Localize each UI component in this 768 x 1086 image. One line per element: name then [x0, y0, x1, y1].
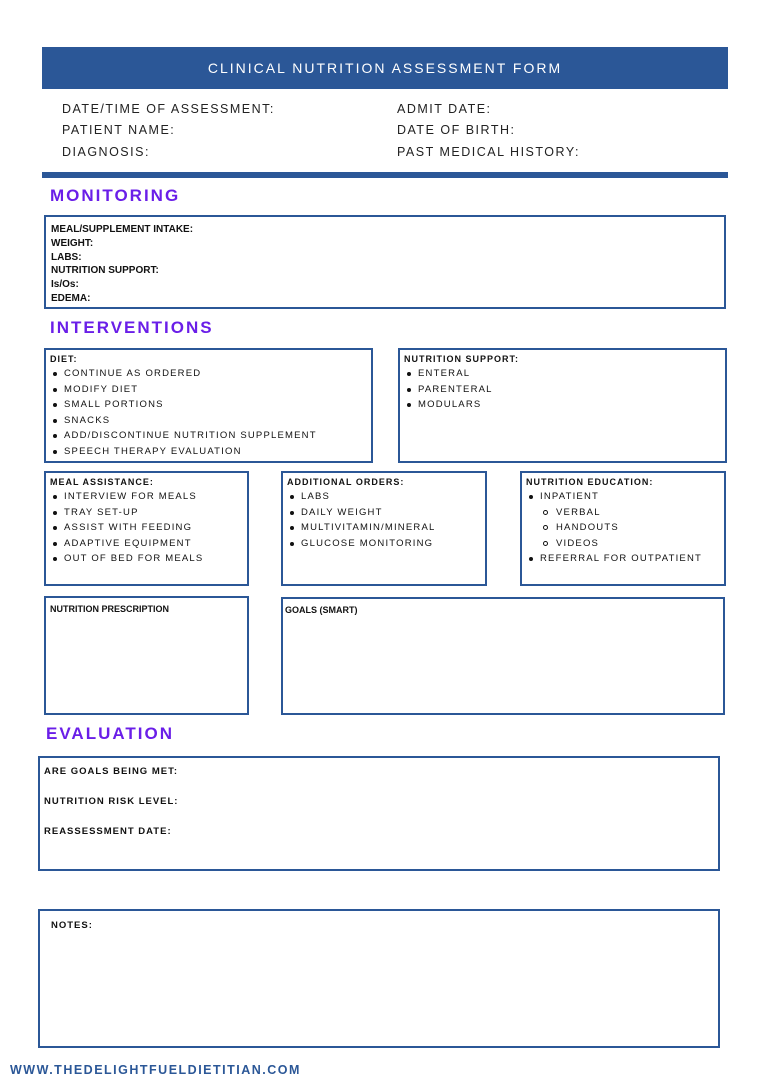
notes-heading: NOTES: [51, 920, 93, 931]
meal-assistance-item: INTERVIEW FOR MEALS [50, 489, 203, 505]
diagnosis-label: DIAGNOSIS: [62, 145, 150, 159]
nutrition-support-label: NUTRITION SUPPORT: [51, 265, 159, 277]
nutrition-support-box [398, 348, 727, 463]
date-time-of-assessment-label: DATE/TIME OF ASSESSMENT: [62, 102, 275, 116]
nutrition-support-item: MODULARS [404, 397, 519, 413]
additional-orders-item: MULTIVITAMIN/MINERAL [287, 520, 436, 536]
is-os-label: Is/Os: [51, 279, 79, 291]
nutrition-prescription-box [44, 596, 249, 715]
meal-assistance-item: ADAPTIVE EQUIPMENT [50, 536, 203, 552]
nutrition-support-item: ENTERAL [404, 366, 519, 382]
additional-orders-item: LABS [287, 489, 436, 505]
goals-heading: GOALS (SMART) [285, 605, 358, 615]
patient-name-label: PATIENT NAME: [62, 123, 176, 137]
weight-label: WEIGHT: [51, 237, 94, 249]
meal-assistance-item: OUT OF BED FOR MEALS [50, 551, 203, 567]
nutrition-education-subitem: HANDOUTS [526, 520, 702, 536]
nutrition-education-heading: NUTRITION EDUCATION: [526, 477, 654, 487]
monitoring-box [44, 215, 726, 309]
diet-item: ADD/DISCONTINUE NUTRITION SUPPLEMENT [50, 428, 317, 444]
nutrition-support-item: PARENTERAL [404, 382, 519, 398]
past-medical-history-label: PAST MEDICAL HISTORY: [397, 145, 580, 159]
meal-assistance-heading: MEAL ASSISTANCE: [50, 477, 154, 487]
nutrition-education-item: INPATIENT [526, 489, 702, 505]
form-title: CLINICAL NUTRITION ASSESSMENT FORM [207, 60, 563, 76]
diet-box [44, 348, 373, 463]
meal-assistance-item: TRAY SET-UP [50, 505, 203, 521]
are-goals-being-met-label: ARE GOALS BEING MET: [44, 766, 179, 777]
additional-orders-box [281, 471, 487, 586]
additional-orders-heading: ADDITIONAL ORDERS: [287, 477, 405, 487]
diet-item: CONTINUE AS ORDERED [50, 366, 317, 382]
diet-item: SMALL PORTIONS [50, 397, 317, 413]
nutrition-risk-level-label: NUTRITION RISK LEVEL: [44, 796, 179, 807]
nutrition-education-subitem: VIDEOS [526, 536, 702, 552]
additional-orders-item: DAILY WEIGHT [287, 505, 436, 521]
header-divider [42, 172, 728, 178]
meal-assistance-item: ASSIST WITH FEEDING [50, 520, 203, 536]
diet-item: MODIFY DIET [50, 382, 317, 398]
nutrition-education-subitem: VERBAL [526, 505, 702, 521]
meal-supplement-intake-label: MEAL/SUPPLEMENT INTAKE: [51, 224, 194, 235]
monitoring-title: MONITORING [50, 186, 181, 205]
meal-assistance-box [44, 471, 249, 586]
admit-date-label: ADMIT DATE: [397, 102, 492, 116]
diet-item: SPEECH THERAPY EVALUATION [50, 444, 317, 460]
interventions-title: INTERVENTIONS [50, 318, 214, 337]
labs-label: LABS: [51, 251, 82, 263]
nutrition-education-box [520, 471, 726, 586]
nutrition-education-item: REFERRAL FOR OUTPATIENT [526, 551, 702, 567]
nutrition-support-heading: NUTRITION SUPPORT: [404, 354, 520, 364]
notes-box [38, 909, 720, 1048]
website-url: WWW.THEDELIGHTFUELDIETITIAN.COM [10, 1063, 301, 1077]
date-of-birth-label: DATE OF BIRTH: [397, 123, 516, 137]
evaluation-box [38, 756, 720, 871]
diet-heading: DIET: [50, 354, 78, 364]
additional-orders-item: GLUCOSE MONITORING [287, 536, 436, 552]
reassessment-date-label: REASSESSMENT DATE: [44, 826, 172, 837]
edema-label: EDEMA: [51, 292, 91, 304]
nutrition-prescription-heading: NUTRITION PRESCRIPTION [50, 604, 170, 614]
evaluation-title: EVALUATION [46, 724, 174, 743]
goals-box [281, 597, 725, 715]
diet-item: SNACKS [50, 413, 317, 429]
